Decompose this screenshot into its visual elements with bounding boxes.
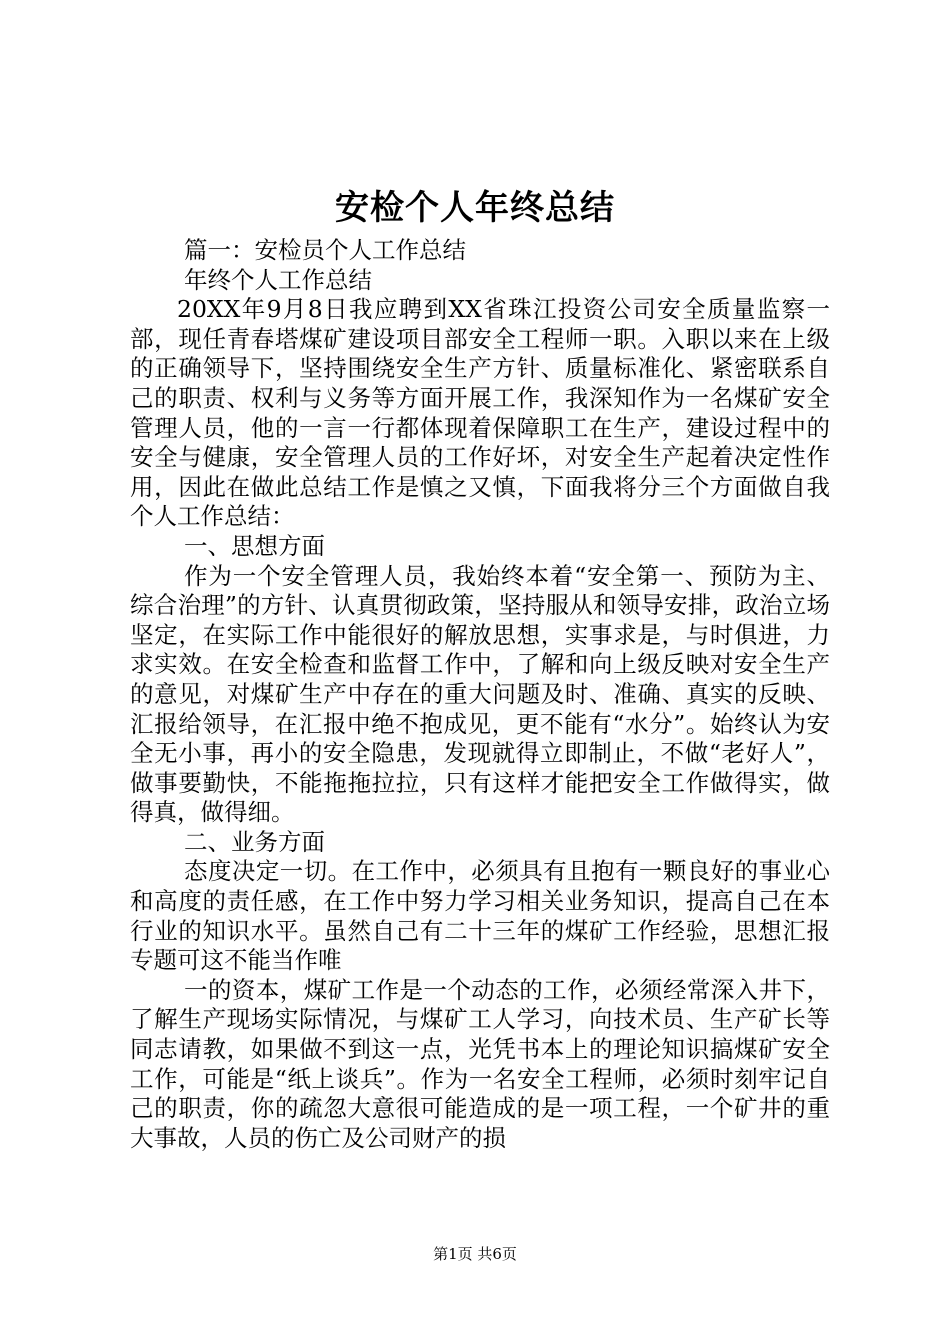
subtitle: 年终个人工作总结	[184, 265, 372, 294]
section-heading-business: 二、业务方面	[184, 827, 325, 856]
paragraph-business-continued: 一的资本，煤矿工作是一个动态的工作，必须经常深入井下，了解生产现场实际情况，与煤矿工人学习，向技术员、生产矿长等同志请教，如果做不到这一点，光凭书本上的理论知识搞煤矿安全工作，可能是“纸上谈兵”。作为一名安全工程师，必须时刻牢记自己的职责，你的疏忽大意很可能造成的是一项工程，一个矿井的重大事故，人员的伤亡及公司财产的损	[130, 975, 830, 1152]
document-body	[130, 236, 830, 1153]
paragraph-intro: 20XX年9月8日我应聘到XX省珠江投资公司安全质量监察一部，现任青春塔煤矿建设项目部安全工程师一职。入职以来在上级的正确领导下，坚持围绕安全生产方针、质量标准化、紧密联系自己的职责、权利与义务等方面开展工作，我深知作为一名煤矿安全管理人员，他的一言一行都体现着保障职工在生产，建设过程中的安全与健康，安全管理人员的工作好坏，对安全生产起着决定性作用，因此在做此总结工作是慎之又慎，下面我将分三个方面做自我个人工作总结：	[130, 295, 830, 531]
paragraph-business: 态度决定一切。在工作中，必须具有且抱有一颗良好的事业心和高度的责任感，在工作中努力学习相关业务知识，提高自己在本行业的知识水平。虽然自己有二十三年的煤矿工作经验，思想汇报专题可这不能当作唯	[130, 857, 830, 975]
paragraph-thinking: 作为一个安全管理人员，我始终本着“安全第一、预防为主、综合治理”的方针、认真贯彻政策，坚持服从和领导安排，政治立场坚定，在实际工作中能很好的解放思想，实事求是，与时俱进，力求实效。在安全检查和监督工作中，了解和向上级反映对安全生产的意见，对煤矿生产中存在的重大问题及时、准确、真实的反映、汇报给领导，在汇报中绝不抱成见，更不能有“水分”。始终认为安全无小事，再小的安全隐患，发现就得立即制止，不做“老好人”，做事要勤快，不能拖拖拉拉，只有这样才能把安全工作做得实，做得真，做得细。	[130, 561, 830, 827]
section-heading-1: 篇一：安检员个人工作总结	[184, 236, 466, 264]
section-heading-thinking: 一、思想方面	[184, 531, 325, 560]
page-number: 第1页 共6页	[433, 1245, 517, 1263]
document-title: 安检个人年终总结	[335, 188, 615, 228]
